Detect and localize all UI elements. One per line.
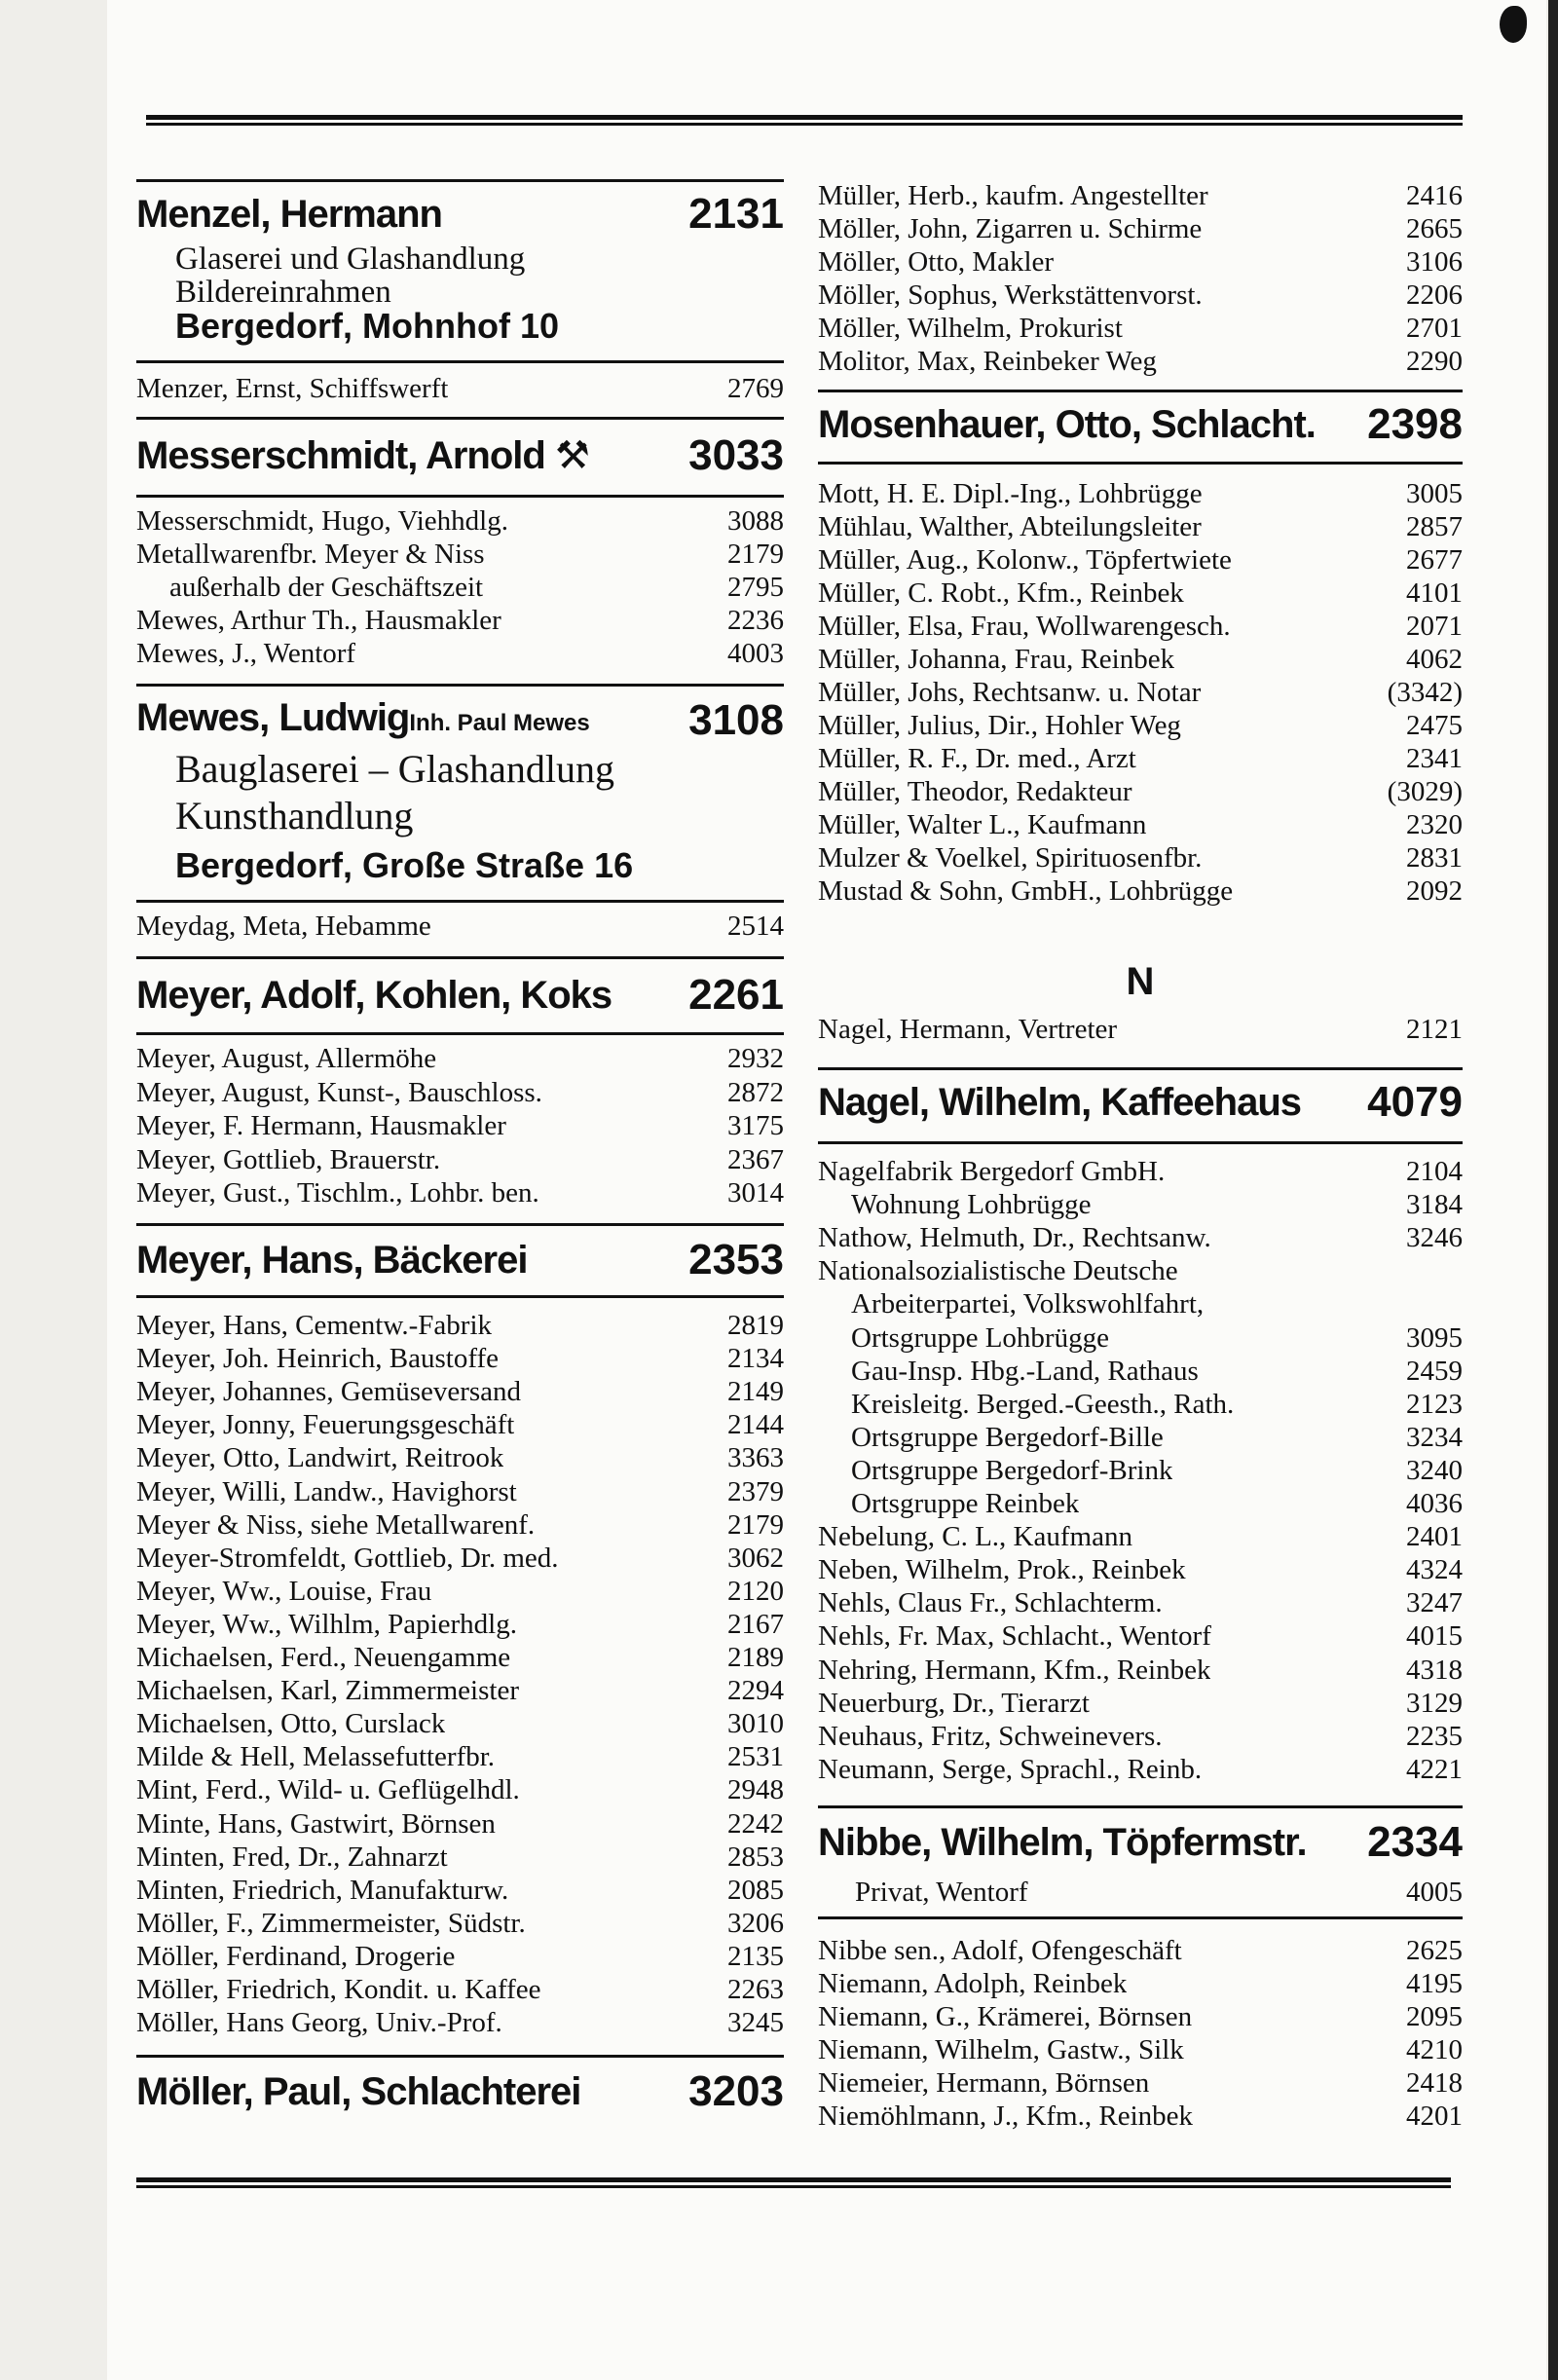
ad-name: Möller, Paul, Schlachterei (136, 2070, 581, 2113)
listing-phone-number: 2095 (1406, 2001, 1463, 2032)
listing-row (136, 372, 784, 405)
listing-row (818, 1619, 1463, 1653)
listing-name: Minten, Friedrich, Manufakturw. (136, 1874, 509, 1906)
listing-name: Molitor, Max, Reinbeker Weg (818, 346, 1157, 377)
listing-phone-number: 2235 (1406, 1720, 1463, 1752)
listing-name: Meyer & Niss, siehe Metallwarenf. (136, 1508, 536, 1541)
listing-name: Nibbe sen., Adolf, Ofengeschäft (818, 1935, 1182, 1966)
listing-row (136, 1707, 784, 1740)
listing-name: Neumann, Serge, Sprachl., Reinb. (818, 1753, 1203, 1785)
divider (136, 1223, 784, 1226)
listing-row (818, 279, 1463, 312)
listing-name: Arbeiterpartei, Volkswohlfahrt, (851, 1288, 1205, 1320)
listing-phone-number: 2872 (727, 1076, 784, 1108)
divider (136, 684, 784, 687)
listing-row (818, 212, 1463, 245)
listing-name: Möller, Sophus, Werkstättenvorst. (818, 279, 1203, 311)
listing-row (136, 637, 784, 670)
listing-phone-number: 2092 (1406, 875, 1463, 907)
listing-phone-number: 2831 (1406, 842, 1463, 874)
listing-name: Mustad & Sohn, GmbH., Lohbrügge (818, 875, 1234, 907)
ad-number: 2398 (1367, 400, 1463, 448)
listing-row (136, 1109, 784, 1142)
listing-name: Mewes, J., Wentorf (136, 638, 356, 669)
listing-phone-number: 2144 (727, 1409, 784, 1441)
listing-row (818, 1421, 1463, 1454)
ad-address (175, 843, 784, 888)
listing-phone-number: 2120 (727, 1575, 784, 1607)
listing-row (136, 1740, 784, 1773)
ad-number: 3033 (688, 431, 784, 479)
listing-phone-number: 4318 (1406, 1654, 1463, 1686)
listing-row (818, 2000, 1463, 2033)
listing-name: Möller, Ferdinand, Drogerie (136, 1940, 456, 1972)
listing-row (818, 643, 1463, 676)
listing-phone-number: 2819 (727, 1310, 784, 1341)
listing-phone-number: 2665 (1406, 213, 1463, 244)
listing-row (818, 808, 1463, 841)
listing-name: Müller, Johanna, Frau, Reinbek (818, 644, 1175, 675)
listing-name: Metallwarenfbr. Meyer & Niss (136, 539, 485, 570)
listing-row (818, 1013, 1463, 1046)
listing-name: Möller, Friedrich, Kondit. u. Kaffee (136, 1974, 541, 2005)
listing-phone-number: 2379 (727, 1475, 784, 1507)
listing-phone-number: (3342) (1387, 677, 1463, 708)
listing-row (818, 1654, 1463, 1687)
listing-phone-number: 3129 (1406, 1687, 1463, 1719)
listing-name: Möller, Otto, Makler (818, 246, 1055, 278)
listing-row (818, 1487, 1463, 1520)
ad-line: Kunsthandlung (175, 794, 414, 837)
listing-phone-number: 2263 (727, 1974, 784, 2005)
listing-phone-number: 3246 (1406, 1222, 1463, 1254)
listing-phone-number: 2242 (727, 1807, 784, 1840)
listing-phone-number: 3184 (1406, 1189, 1463, 1221)
listing-row (136, 1375, 784, 1408)
listing-phone-number: 4324 (1406, 1554, 1463, 1586)
listing-row (818, 576, 1463, 610)
listing-phone-number: 3005 (1406, 478, 1463, 509)
listing-row (136, 1841, 784, 1874)
listing-name: Meyer, F. Hermann, Hausmakler (136, 1110, 506, 1141)
ad-line: Bauglaserei – Glashandlung (175, 747, 614, 791)
ad-number: 2261 (688, 971, 784, 1019)
listing-row (818, 1520, 1463, 1553)
listing-phone-number: 4221 (1406, 1753, 1463, 1785)
listing-ad-meyer-adolf (136, 968, 784, 1023)
listing-name: Nehls, Fr. Max, Schlacht., Wentorf (818, 1620, 1211, 1653)
listing-phone-number: 3247 (1406, 1587, 1463, 1619)
listing-name: Meyer, Willi, Landw., Havighorst (136, 1475, 517, 1507)
ad-number: 2334 (1367, 1818, 1463, 1866)
listing-phone-number: 2167 (727, 1608, 784, 1640)
listing-row (136, 1342, 784, 1375)
listing-phone-number: 2179 (727, 539, 784, 570)
ad-name (136, 690, 590, 751)
listing-name: Michaelsen, Otto, Curslack (136, 1708, 446, 1740)
listing-row (818, 1586, 1463, 1619)
listing-name: Müller, Walter L., Kaufmann (818, 809, 1147, 840)
listing-name: Meyer, Gottlieb, Brauerstr. (136, 1143, 441, 1175)
listing-name: Mühlau, Walther, Abteilungsleiter (818, 511, 1202, 542)
listing-name: Ortsgruppe Lohbrügge (851, 1321, 1109, 1354)
listing-phone-number: 2475 (1406, 710, 1463, 741)
listing-phone-number: 2189 (727, 1642, 784, 1673)
listing-name: Nagel, Hermann, Vertreter (818, 1014, 1118, 1045)
listing-name: Minte, Hans, Gastwirt, Börnsen (136, 1807, 496, 1840)
listing-row (818, 179, 1463, 212)
listing-name: Nebelung, C. L., Kaufmann (818, 1521, 1132, 1553)
listing-row (136, 1176, 784, 1209)
listing-row (136, 1076, 784, 1109)
ad-owner: Inh. Paul Mewes (409, 710, 590, 736)
listing-name: Müller, C. Robt., Kfm., Reinbek (818, 577, 1184, 609)
divider (818, 1805, 1463, 1808)
divider (136, 417, 784, 420)
listing-name: Neuerburg, Dr., Tierarzt (818, 1687, 1090, 1719)
listing-name: Meyer, Gust., Tischlm., Lohbr. ben. (136, 1177, 539, 1209)
listing-name: Nathow, Helmuth, Dr., Rechtsanw. (818, 1222, 1211, 1254)
listing-row (818, 1967, 1463, 2000)
listing-name: Meyer, Ww., Louise, Frau (136, 1575, 432, 1607)
listing-row (136, 1143, 784, 1176)
listing-row (818, 1355, 1463, 1388)
listing-name: außerhalb der Geschäftszeit (169, 572, 484, 603)
ad-sub-number: 4005 (1406, 1877, 1463, 1908)
ad-line: Glaserei und Glashandlung (175, 242, 526, 277)
listing-name: Mewes, Arthur Th., Hausmakler (136, 605, 501, 636)
listing-name: Möller, Wilhelm, Prokurist (818, 313, 1123, 344)
listing-name: Müller, Elsa, Frau, Wollwarengesch. (818, 611, 1231, 642)
listing-phone-number: 2290 (1406, 346, 1463, 377)
listing-row (818, 1553, 1463, 1586)
divider (818, 1916, 1463, 1919)
listing-name: Gau-Insp. Hbg.-Land, Rathaus (851, 1355, 1199, 1387)
ad-address-text: Bergedorf, Große Straße 16 (175, 845, 634, 885)
listing-row (136, 571, 784, 604)
listing-phone-number: 2149 (727, 1376, 784, 1408)
listing-row (818, 1934, 1463, 1967)
listing-ad-moeller-paul (136, 2064, 784, 2119)
listing-row (136, 1475, 784, 1508)
listing-phone-number: 3175 (727, 1110, 784, 1141)
listing-phone-number: 2418 (1406, 2067, 1463, 2099)
listing-row (818, 676, 1463, 709)
listing-row (818, 510, 1463, 543)
listing-name: Michaelsen, Ferd., Neuengamme (136, 1642, 511, 1673)
listing-row (136, 1575, 784, 1608)
listing-phone-number: 3245 (727, 2007, 784, 2039)
listing-phone-number: 3010 (727, 1708, 784, 1740)
divider (818, 1141, 1463, 1144)
listing-phone-number: 4101 (1406, 577, 1463, 609)
listing-row (818, 742, 1463, 775)
listing-phone-number: 2677 (1406, 544, 1463, 576)
listing-phone-number: 2179 (727, 1508, 784, 1541)
listing-name: Nehring, Hermann, Kfm., Reinbek (818, 1654, 1211, 1686)
listing-phone-number: 2123 (1406, 1388, 1463, 1420)
listing-name: Michaelsen, Karl, Zimmermeister (136, 1675, 519, 1707)
bottom-double-rule (136, 2177, 1451, 2189)
listing-name: Mulzer & Voelkel, Spirituosenfbr. (818, 842, 1203, 874)
listing-phone-number: 2104 (1406, 1156, 1463, 1187)
listing-row (818, 1388, 1463, 1421)
listing-phone-number: 3106 (1406, 246, 1463, 278)
listing-row (818, 477, 1463, 510)
listing-row (136, 1641, 784, 1674)
listing-row (818, 2033, 1463, 2066)
listing-phone-number: 2416 (1406, 180, 1463, 211)
ad-name: Meyer, Adolf, Kohlen, Koks (136, 974, 612, 1017)
listing-name: Meyer, August, Allermöhe (136, 1043, 437, 1074)
listing-row (136, 604, 784, 637)
listing-name: Niemann, G., Krämerei, Börnsen (818, 2001, 1193, 2032)
listing-phone-number: 2135 (727, 1940, 784, 1972)
listing-name: Messerschmidt, Hugo, Viehhdlg. (136, 505, 508, 537)
listing-name: Mott, H. E. Dipl.-Ing., Lohbrügge (818, 478, 1203, 509)
listing-ad-mosenhauer (818, 397, 1463, 452)
listing-name: Menzer, Ernst, Schiffswerft (136, 373, 449, 404)
listing-row (136, 1508, 784, 1542)
ad-name: Meyer, Hans, Bäckerei (136, 1239, 528, 1282)
listing-name: Müller, R. F., Dr. med., Arzt (818, 743, 1136, 774)
listing-row (818, 1454, 1463, 1487)
divider (136, 179, 784, 182)
ad-number: 2131 (688, 190, 784, 238)
listing-name: Meyer, August, Kunst-, Bauschloss. (136, 1076, 542, 1108)
listing-row (818, 1720, 1463, 1753)
listing-name: Niemann, Adolph, Reinbek (818, 1968, 1128, 1999)
listing-phone-number: 2206 (1406, 279, 1463, 311)
listing-phone-number: 2769 (727, 373, 784, 404)
listing-phone-number: 3363 (727, 1442, 784, 1474)
listing-name: Müller, Herb., kaufm. Angestellter (818, 180, 1208, 211)
listing-row (136, 910, 784, 943)
ad-name: Mosenhauer, Otto, Schlacht. (818, 403, 1316, 446)
ad-number: 2353 (688, 1236, 784, 1283)
ad-name-text: Mewes, Ludwig (136, 696, 410, 739)
listing-phone-number: 2134 (727, 1343, 784, 1375)
listing-row (136, 1874, 784, 1907)
listing-row (136, 1309, 784, 1342)
listing-phone-number: 4036 (1406, 1488, 1463, 1519)
listing-phone-number: 3234 (1406, 1421, 1463, 1453)
listing-name: Neben, Wilhelm, Prok., Reinbek (818, 1554, 1186, 1586)
listing-phone-number: 2367 (727, 1143, 784, 1175)
listing-row (818, 345, 1463, 378)
listing-name: Müller, Julius, Dir., Hohler Weg (818, 710, 1181, 741)
listing-ad-nagel-wilhelm (818, 1075, 1463, 1130)
divider (136, 1032, 784, 1035)
listing-name: Minten, Fred, Dr., Zahnarzt (136, 1841, 448, 1873)
listing-row (136, 2006, 784, 2039)
listing-row (818, 1188, 1463, 1221)
listing-row (136, 1940, 784, 1973)
listing-name: Möller, Hans Georg, Univ.-Prof. (136, 2007, 502, 2039)
listing-phone-number: 2236 (727, 605, 784, 636)
listing-name: Nationalsozialistische Deutsche (818, 1255, 1178, 1287)
ad-number: 3203 (688, 2067, 784, 2115)
listing-ad-menzel (136, 187, 784, 242)
listing-row (818, 245, 1463, 279)
listing-row (818, 1287, 1463, 1320)
listing-row (136, 1042, 784, 1075)
listing-ad-messerschmidt (136, 428, 784, 483)
ad-line: Bildereinrahmen (175, 275, 391, 310)
ad-name: Nibbe, Wilhelm, Töpfermstr. (818, 1821, 1307, 1864)
listing-row (818, 543, 1463, 576)
listing-row (136, 1973, 784, 2006)
listing-name: Milde & Hell, Melassefutterfbr. (136, 1741, 496, 1773)
listing-phone-number: 2701 (1406, 313, 1463, 344)
listing-name: Mint, Ferd., Wild- u. Geflügelhdl. (136, 1774, 520, 1806)
listing-phone-number: 2320 (1406, 809, 1463, 840)
listing-name: Möller, F., Zimmermeister, Südstr. (136, 1907, 526, 1939)
listing-name: Nagelfabrik Bergedorf GmbH. (818, 1156, 1166, 1187)
listing-phone-number: 2071 (1406, 611, 1463, 642)
divider (136, 360, 784, 363)
listing-ad-meyer-hans (136, 1233, 784, 1287)
listing-row (818, 2100, 1463, 2133)
listing-row (818, 1155, 1463, 1188)
listing-phone-number: 3095 (1406, 1321, 1463, 1354)
listing-name: Meyer, Johannes, Gemüseversand (136, 1376, 522, 1408)
divider (818, 1067, 1463, 1070)
listing-name: Müller, Theodor, Redakteur (818, 776, 1132, 807)
listing-phone-number: 4195 (1406, 1968, 1463, 1999)
listing-phone-number: 4003 (727, 638, 784, 669)
listing-phone-number: 2514 (727, 911, 784, 942)
listing-row (136, 1907, 784, 1940)
listing-row (136, 1807, 784, 1841)
ink-blot (1500, 6, 1527, 43)
ad-name: Messerschmidt, Arnold ⚒ (136, 434, 589, 477)
listing-phone-number: 4015 (1406, 1620, 1463, 1653)
listing-row (818, 1321, 1463, 1355)
section-letter: N (1126, 960, 1155, 1003)
listing-name: Meyer, Hans, Cementw.-Fabrik (136, 1310, 493, 1341)
listing-row (818, 709, 1463, 742)
listing-row (136, 1773, 784, 1806)
divider (136, 495, 784, 498)
divider (136, 2055, 784, 2058)
listing-name: Niemeier, Hermann, Börnsen (818, 2067, 1150, 2099)
ad-address (175, 304, 784, 349)
ad-name: Menzel, Hermann (136, 193, 442, 236)
listing-row (818, 2066, 1463, 2100)
listing-name: Meyer, Joh. Heinrich, Baustoffe (136, 1343, 499, 1375)
listing-name: Meyer, Otto, Landwirt, Reitrook (136, 1442, 504, 1474)
listing-row (818, 1221, 1463, 1254)
listing-row (818, 1753, 1463, 1786)
listing-name: Neuhaus, Fritz, Schweinevers. (818, 1720, 1163, 1752)
listing-phone-number: 3062 (727, 1542, 784, 1574)
listing-phone-number: (3029) (1387, 776, 1463, 807)
listing-phone-number: 2932 (727, 1043, 784, 1074)
listing-name: Kreisleitg. Berged.-Geesth., Rath. (851, 1388, 1235, 1420)
divider (136, 1295, 784, 1298)
listing-row (136, 538, 784, 571)
listing-phone-number: 2401 (1406, 1521, 1463, 1553)
listing-name: Ortsgruppe Bergedorf-Brink (851, 1454, 1173, 1486)
ad-address-text: Bergedorf, Mohnhof 10 (175, 306, 559, 346)
ad-number: 4079 (1367, 1078, 1463, 1126)
listing-row (136, 1408, 784, 1441)
ad-sub-line (818, 1876, 1463, 1909)
listing-row (818, 610, 1463, 643)
listing-phone-number: 4210 (1406, 2034, 1463, 2065)
listing-name: Meydag, Meta, Hebamme (136, 911, 431, 942)
listing-phone-number: 4201 (1406, 2101, 1463, 2132)
listing-row (818, 312, 1463, 345)
listing-row (818, 1687, 1463, 1720)
listing-ad-mewes (136, 693, 784, 748)
listing-ad-nibbe (818, 1815, 1463, 1870)
listing-phone-number: 2625 (1406, 1935, 1463, 1966)
listing-name: Niemöhlmann, J., Kfm., Reinbek (818, 2101, 1194, 2132)
divider (136, 956, 784, 959)
top-double-rule (146, 115, 1463, 127)
listing-phone-number: 2341 (1406, 743, 1463, 774)
listing-phone-number: 2531 (727, 1741, 784, 1773)
listing-name: Nehls, Claus Fr., Schlachterm. (818, 1587, 1163, 1619)
listing-name: Müller, Aug., Kolonw., Töpfertwiete (818, 544, 1232, 576)
listing-phone-number: 2857 (1406, 511, 1463, 542)
listing-name: Ortsgruppe Reinbek (851, 1488, 1080, 1519)
ad-number: 3108 (688, 696, 784, 744)
listing-phone-number: 3206 (727, 1907, 784, 1939)
listing-phone-number: 3014 (727, 1177, 784, 1209)
listing-phone-number: 3240 (1406, 1454, 1463, 1486)
ad-sub-name: Privat, Wentorf (855, 1877, 1028, 1908)
listing-phone-number: 2459 (1406, 1355, 1463, 1387)
listing-phone-number: 2121 (1406, 1014, 1463, 1045)
listing-phone-number: 2948 (727, 1774, 784, 1806)
listing-name: Meyer, Ww., Wilhlm, Papierhdlg. (136, 1608, 517, 1640)
listing-name: Niemann, Wilhelm, Gastw., Silk (818, 2034, 1184, 2065)
listing-name: Meyer, Jonny, Feuerungsgeschäft (136, 1409, 515, 1441)
listing-row (136, 1674, 784, 1707)
listing-phone-number: 2795 (727, 572, 784, 603)
listing-row (136, 504, 784, 538)
listing-name: Meyer-Stromfeldt, Gottlieb, Dr. med. (136, 1542, 559, 1574)
listing-name: Müller, Johs, Rechtsanw. u. Notar (818, 677, 1202, 708)
listing-row (818, 874, 1463, 908)
listing-row (136, 1608, 784, 1641)
listing-name: Ortsgruppe Bergedorf-Bille (851, 1421, 1164, 1453)
divider (818, 462, 1463, 465)
listing-row (818, 1254, 1463, 1287)
listing-phone-number: 2085 (727, 1874, 784, 1906)
listing-row (136, 1542, 784, 1575)
scan-edge (1548, 0, 1558, 2380)
listing-row (136, 1441, 784, 1474)
divider (136, 900, 784, 903)
listing-name: Wohnung Lohbrügge (851, 1189, 1092, 1221)
listing-phone-number: 2294 (727, 1675, 784, 1707)
listing-row (818, 841, 1463, 874)
listing-phone-number: 4062 (1406, 644, 1463, 675)
ad-name: Nagel, Wilhelm, Kaffeehaus (818, 1081, 1301, 1124)
listing-phone-number: 3088 (727, 505, 784, 537)
divider (818, 390, 1463, 392)
listing-row (818, 775, 1463, 808)
listing-phone-number: 2853 (727, 1841, 784, 1873)
listing-name: Möller, John, Zigarren u. Schirme (818, 213, 1203, 244)
